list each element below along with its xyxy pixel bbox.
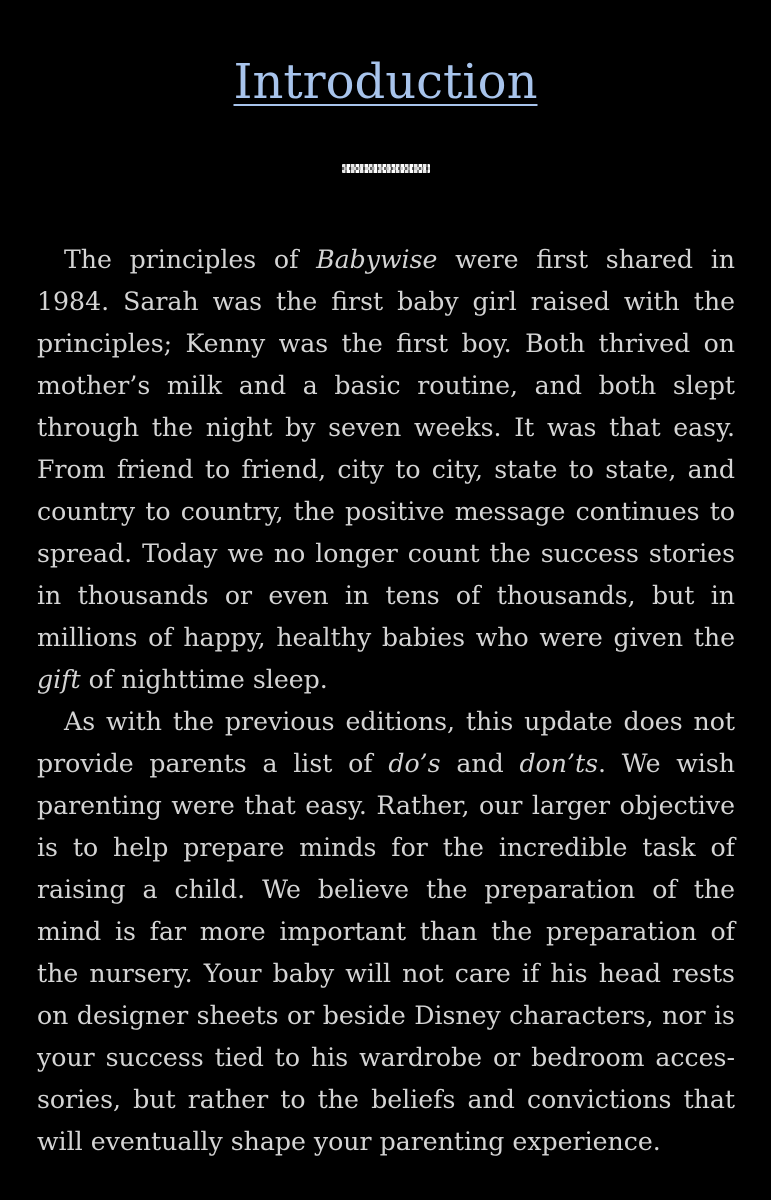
paragraph-2 bbox=[37, 701, 735, 1163]
dos-emphasis: do’s bbox=[388, 749, 441, 778]
paragraph-1-text-a: The principles of bbox=[64, 245, 317, 274]
paragraph-1-text-b: were first shared in 1984. Sarah was the first baby girl raised with the principles; Kenny was the first boy. Both thrived on mother’s milk and a basic routine, and both slept through the night by seven weeks. It was that easy. From friend to friend, city to city, state to state, and country to country, the positive message continues to spread. Today we no longer count the success stories in thousands or even in tens of thousands, but in millions of happy, healthy babies who were given the bbox=[37, 245, 735, 652]
paragraph-2-text-a: As with the previous editions, this update does not provide parents a list of bbox=[37, 707, 735, 778]
chapter-title-link[interactable]: Introduction bbox=[233, 54, 538, 110]
book-title-emphasis: Babywise bbox=[316, 245, 438, 274]
paragraph-1-text-c: of nighttime sleep. bbox=[80, 665, 328, 694]
gift-emphasis: gift bbox=[37, 665, 81, 694]
donts-emphasis: don’ts bbox=[519, 749, 599, 778]
paragraph-2-text-b: and bbox=[440, 749, 520, 778]
paragraph-2-text-c: . We wish parenting were that easy. Rather, our larger objective is to help prepare minds for the incredible task of raising a child. We believe the preparation of the mind is far more important than the preparation of the nursery. Your baby will not care if his head rests on designer sheets or beside Disney characters, nor is your success tied to his wardrobe or bedroom accessories, but rather to the beliefs and convictions that will eventually shape your parenting experience. bbox=[37, 749, 735, 1156]
paragraph-1 bbox=[37, 239, 735, 701]
decorative-divider-icon bbox=[342, 164, 430, 173]
chapter-body bbox=[37, 239, 735, 1163]
